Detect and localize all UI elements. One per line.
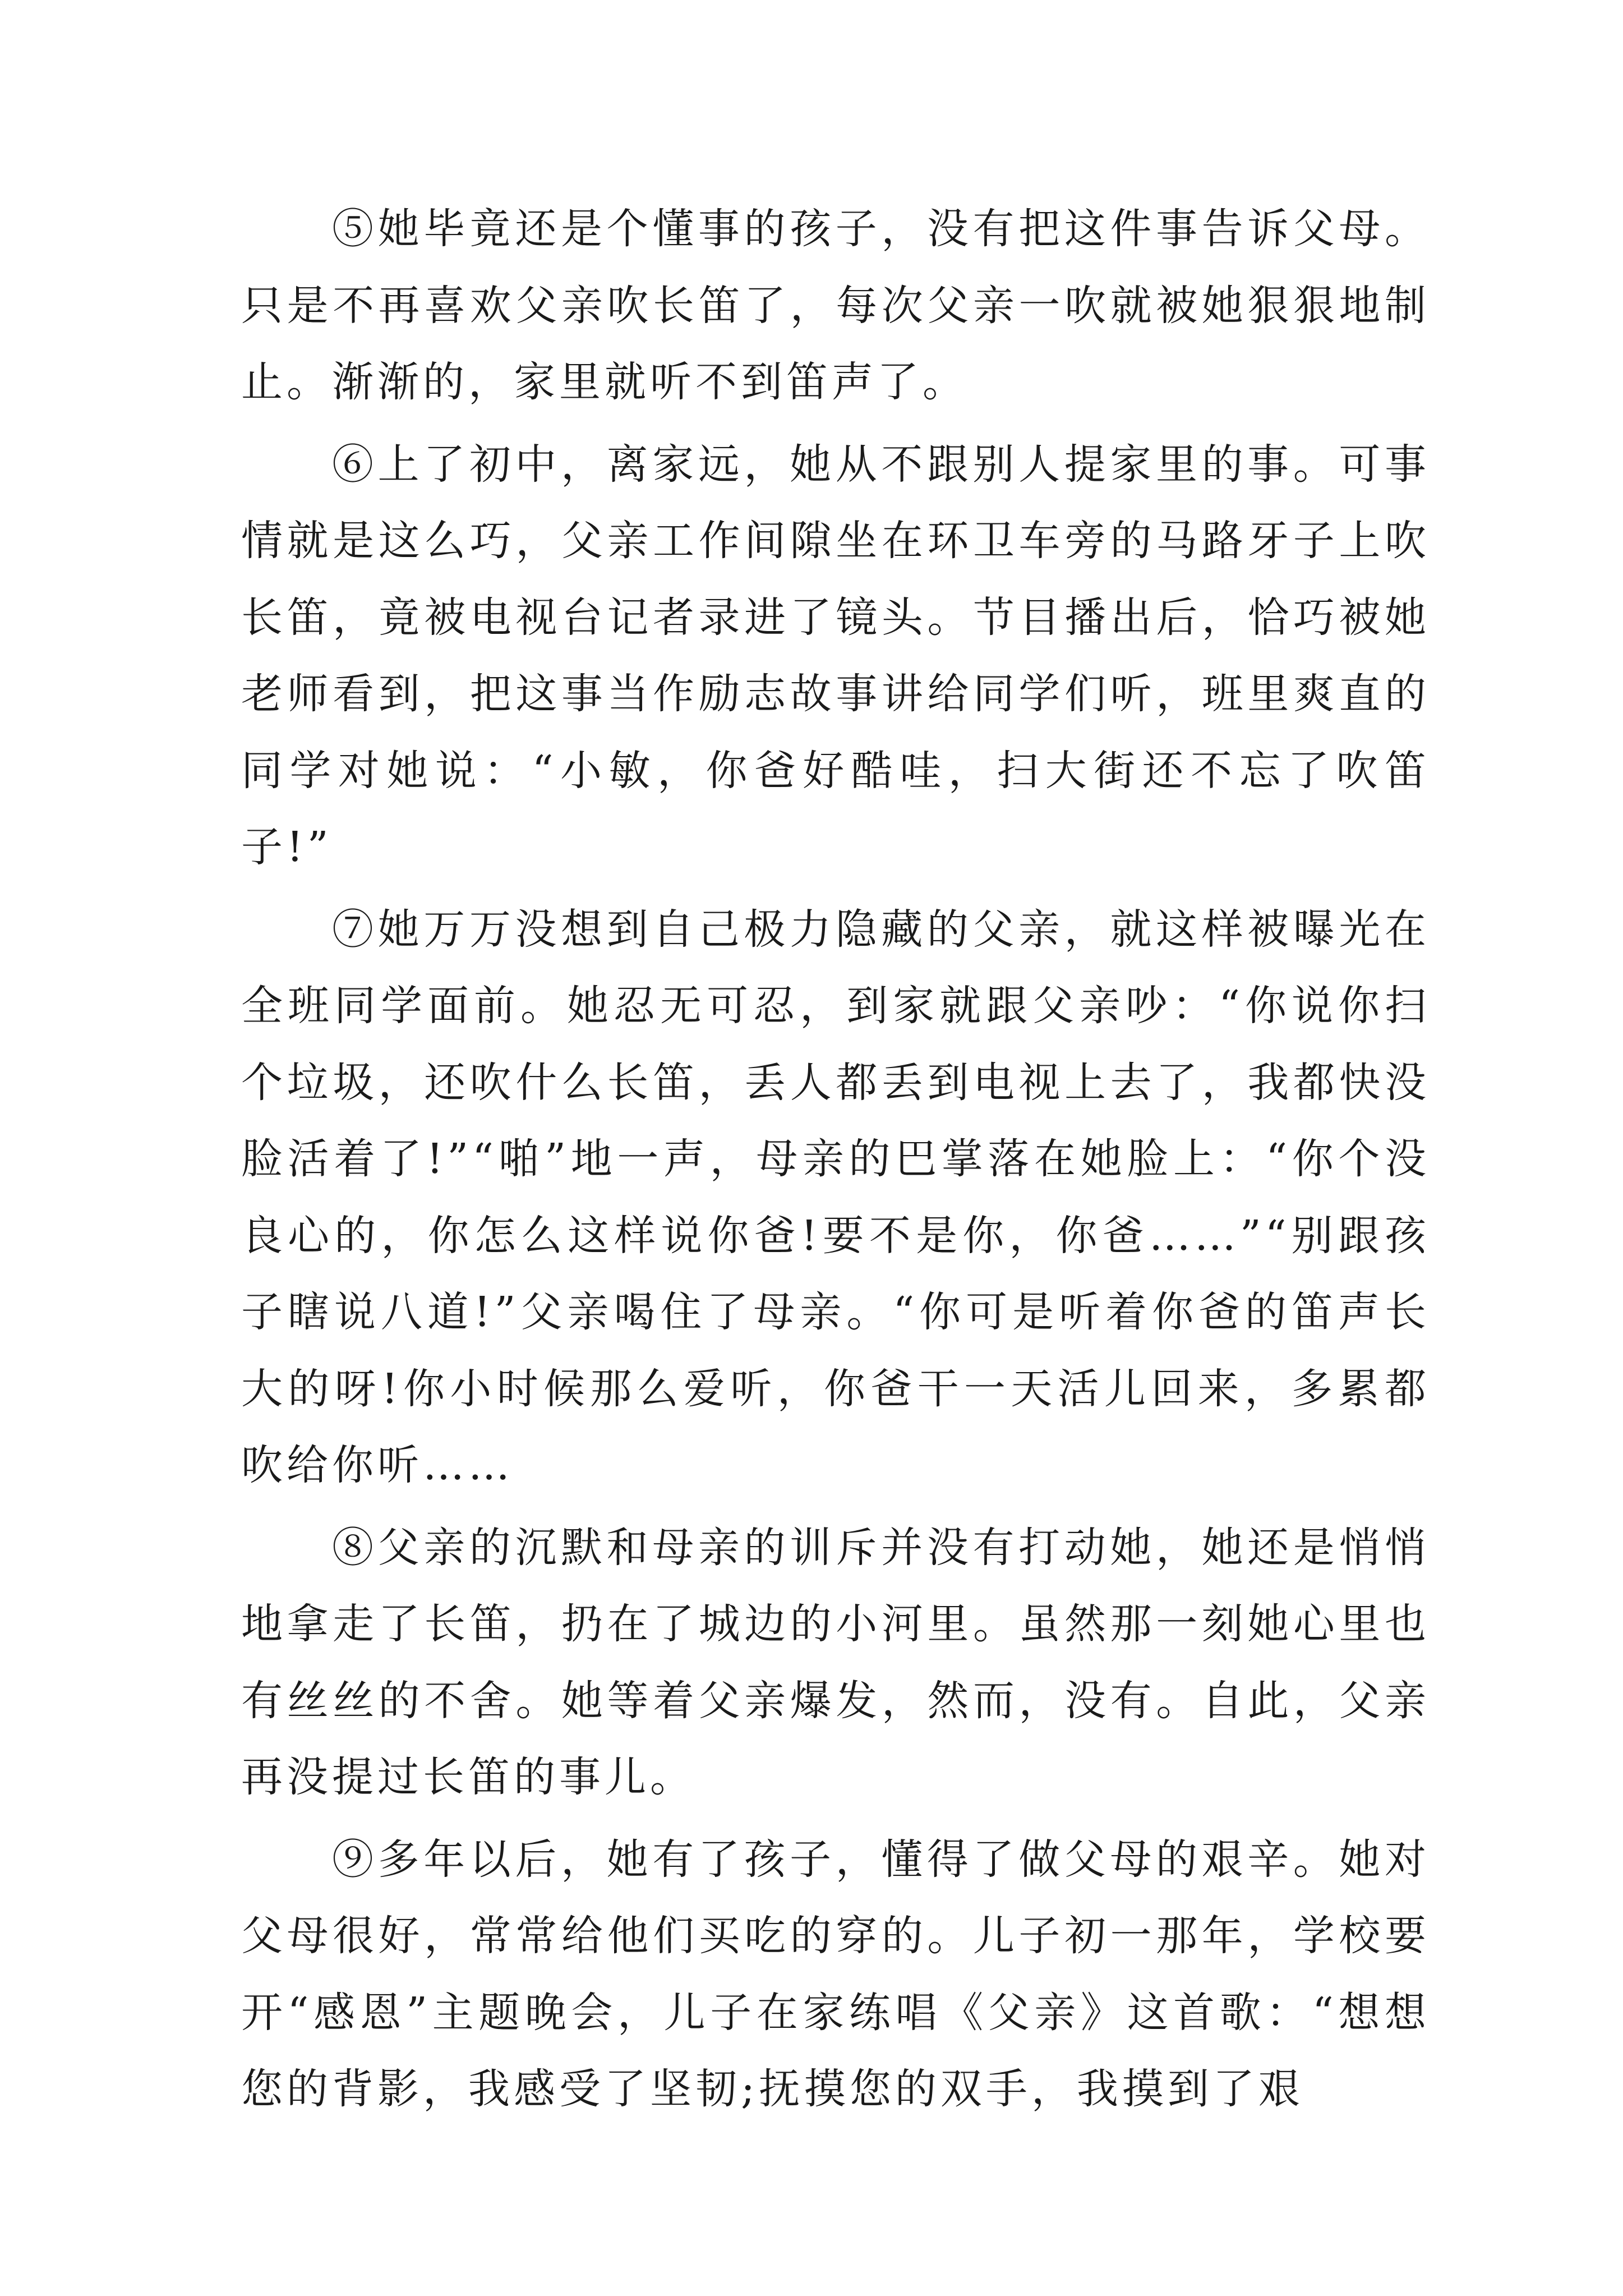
paragraph-9: ⑨多年以后，她有了孩子，懂得了做父母的艰辛。她对父母很好，常常给他们买吃的穿的。儿子初一那年，学校要开“感恩”主题晚会，儿子在家练唱《父亲》这首歌：“想想您的背影，我感受了坚韧;抚摸您的双手，我摸到了艰 [241,1835,1430,2113]
paragraph-7: ⑦她万万没想到自己极力隐藏的父亲，就这样被曝光在全班同学面前。她忍无可忍，到家就跟父亲吵：“你说你扫个垃圾，还吹什么长笛，丢人都丢到电视上去了，我都快没脸活着了!”“啪”地一声，母亲的巴掌落在她脸上：“你个没良心的，你怎么这样说你爸!要不是你，你爸……”“别跟孩子瞎说八道!”父亲喝住了母亲。“你可是听着你爸的笛声长大的呀!你小时候那么爱听，你爸干一天活儿回来，多累都吹给你听…… [241,905,1430,1489]
paragraph-6: ⑥上了初中，离家远，她从不跟别人提家里的事。可事情就是这么巧，父亲工作间隙坐在环卫车旁的马路牙子上吹长笛，竟被电视台记者录进了镜头。节目播出后，恰巧被她老师看到，把这事当作励志故事讲给同学们听，班里爽直的同学对她说：“小敏，你爸好酷哇，扫大街还不忘了吹笛子!” [241,440,1430,871]
paragraph-5: ⑤她毕竟还是个懂事的孩子，没有把这件事告诉父母。只是不再喜欢父亲吹长笛了，每次父亲一吹就被她狠狠地制止。渐渐的，家里就听不到笛声了。 [241,205,1430,406]
document-page [241,191,1430,2133]
paragraph-8: ⑧父亲的沉默和母亲的训斥并没有打动她，她还是悄悄地拿走了长笛，扔在了城边的小河里。虽然那一刻她心里也有丝丝的不舍。她等着父亲爆发，然而，没有。自此，父亲再没提过长笛的事儿。 [241,1523,1430,1801]
